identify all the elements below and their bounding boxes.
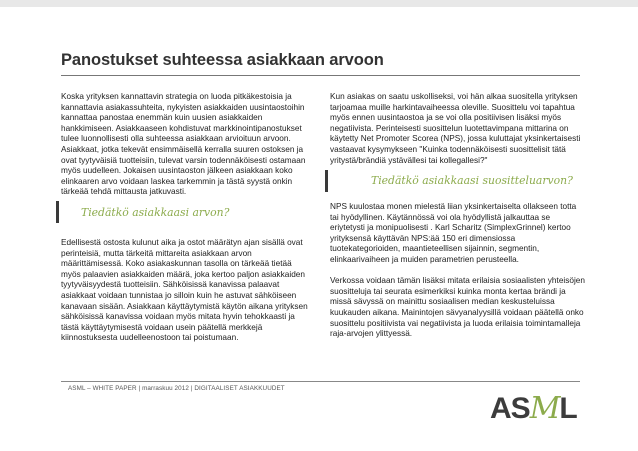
logo-part-3: L [559, 392, 577, 425]
left-column-lower [61, 238, 309, 344]
right-paragraph-2: NPS kuulostaa monen mielestä liian yksinkertaiselta ollakseen totta tai hyödyllinen. Käytännössä voi ola hyödyllistä jalkauttaa se eriytetysti ja monipuolisesti . Karl Scharitz (SimplexGrinnel) kertoo yrityksensä käyttävän NPS:ää 150 eri dimensiossa tuotekategorioiden, maantieteellisen sijainnin, segmentin, elinkaarivaiheen ja muiden parametrien perusteella. [330, 202, 577, 264]
footer-text: ASML – WHITE PAPER | marraskuu 2012 | DIGITAALISET ASIAKKUUDET [68, 385, 285, 392]
right-paragraph-1: Kun asiakas on saatu uskolliseksi, voi hän alkaa suositella yrityksen tarjoamaa muille harkintavaiheessa oleville. Suosittelu voi tapahtua myös ennen uusintaostoa ja se voi olla positiivisen lisäksi myös negatiivista. Perinteisesti suosittelun luotettavimpana mittarina on käytetty Net Promoter Scorea (NPS), jossa kuluttajat yksinkertaisesti vastaavat kysymykseen "Kuinka todennäköisesti suosittelisit tätä yritystä/brändiä ystävällesi tai kollegallesi?" [330, 92, 581, 165]
right-column-lower [330, 202, 585, 340]
footer-divider [61, 381, 580, 382]
top-bar [0, 0, 638, 7]
right-callout-bar [325, 170, 328, 192]
logo-part-1: AS [490, 392, 530, 425]
left-callout: Tiedätkö asiakkaasi arvon? [81, 206, 230, 219]
logo-part-2: M [529, 391, 560, 426]
left-callout-bar [56, 201, 59, 223]
left-paragraph-2: Edellisestä ostosta kulunut aika ja ostot määrätyn ajan sisällä ovat perinteisiä, mutta tärkeitä mittareita asiakkaan arvon määrittämisessä. Koko asiakaskunnan tasolla on tärkeää tietää myös palaavien asiakkaiden määrä, joka kertoo paljon asiakkaiden tyytyväisyydestä tuotteisiin. Sähköisissä kanavissa palaavat asiakkaat voidaan tunnistaa jo silloin kuin he astuvat sähköiseen kanavaan sisään. Asiakkaan käyttäytymistä käytön aikana yrityksen sähköisissä kanavissa voidaan myös mitata hyvin tehokkaasti ja tästä käyttäytymisestä voidaan usein päätellä merkkejä kiinnostuksesta uudelleenostoon tai poistumaan. [61, 238, 308, 343]
right-paragraph-3: Verkossa voidaan tämän lisäksi mitata erilaisia sosiaalisten yhteisöjen suositteluja tai seurata esimerkiksi kuinka monta kertaa brändi ja missä sävyssä on mainittu sosiaalisen median keskusteluissa kuukauden aikana. Mainintojen sävyanalyysillä voidaan päätellä onko suosittelu positiivista vai negatiivista ja luoda erilaisia toimintamalleja raja-arvojen ylittyessä. [330, 276, 585, 339]
left-column [61, 92, 309, 198]
left-paragraph-1: Koska yrityksen kannattavin strategia on luoda pitkäkestoisia ja kannattavia asiakassuhteita, nykyisten asiakkaiden uusintaostoihin kannattaa panostaa enemmän kuin uusien asiakkaiden hankkimiseen. Asiakkaaseen kohdistuvat markkinointipanostukset tulee luonnollisesti olla suhteessa asiakkaan arvioituun arvoon. Asiakkaat, jotka tekevät ensimmäisellä kerralla suuren ostoksen ja ovat tyytyväisiä tuotteisiin, tulevat varsin todennäköisesti ostamaan myös uudelleen. Jokaisen uusintaoston jälkeen asiakkaan koko elinkaaren arvo voidaan laskea tarkemmin ja tästä syystä onkin tärkeää tehdä mittausta jatkuvasti. [61, 92, 306, 197]
title-divider [61, 75, 580, 76]
page-title: Panostukset suhteessa asiakkaan arvoon [61, 51, 384, 69]
paragraph-gap [330, 266, 585, 277]
asml-logo [490, 391, 577, 426]
right-callout: Tiedätkö asiakkaasi suositteluarvon? [371, 174, 573, 187]
right-column [330, 92, 585, 166]
